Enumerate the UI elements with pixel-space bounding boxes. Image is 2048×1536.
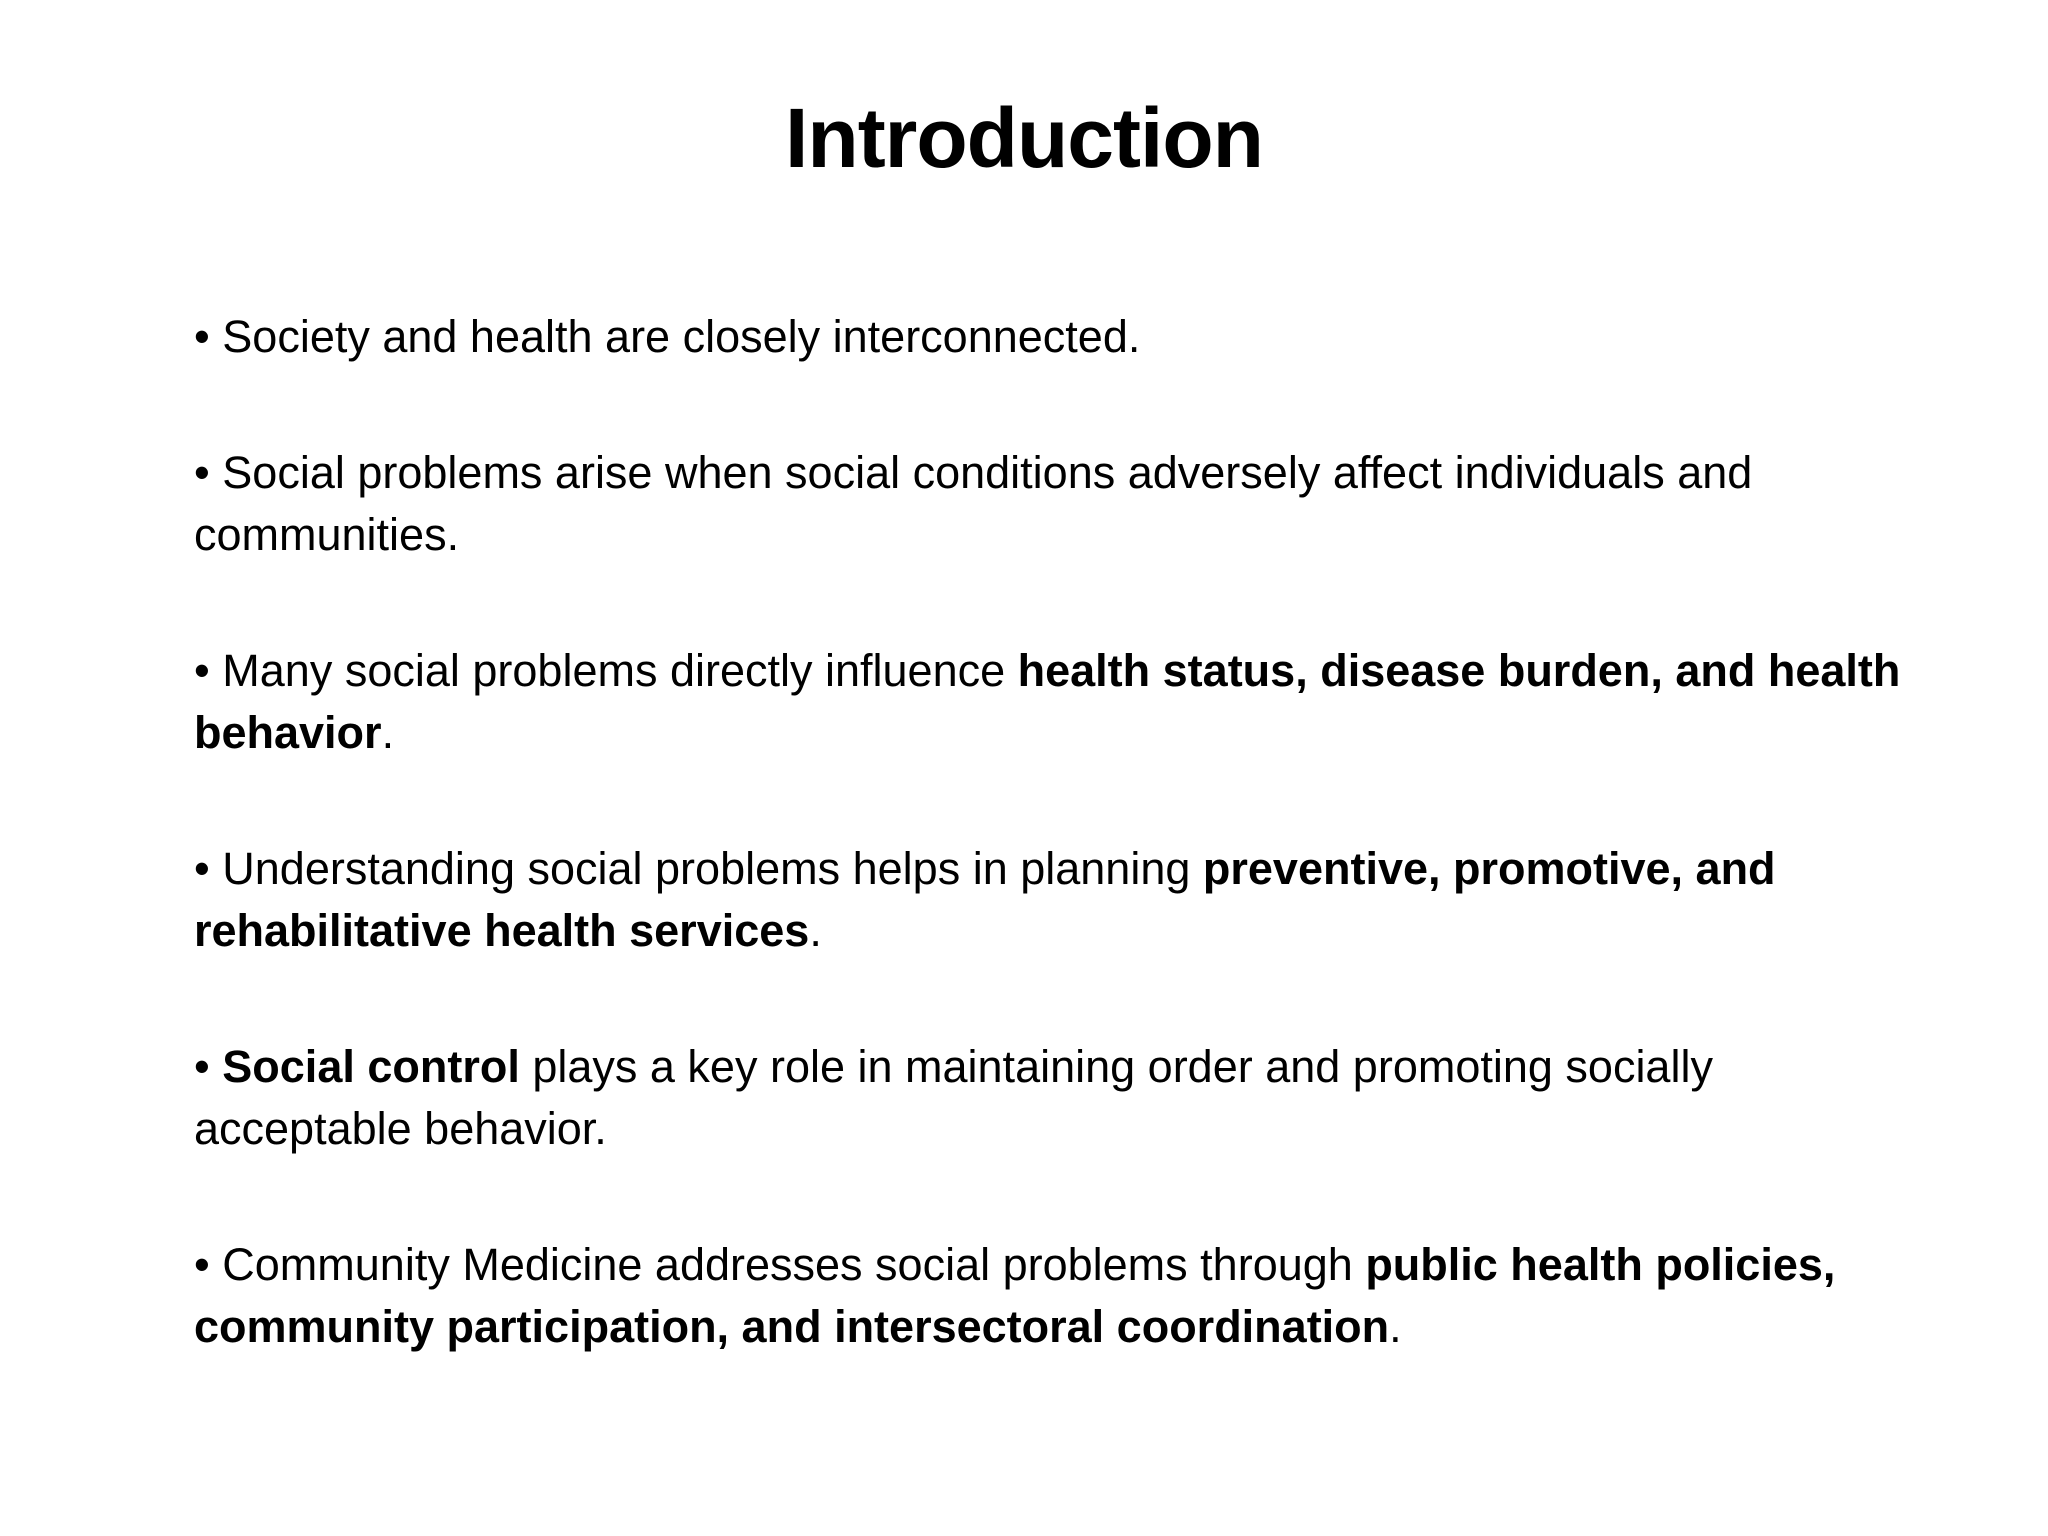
bullet-item-3	[194, 640, 1934, 764]
bullet-emphasis: preventive, promotive, and rehabilitative health services	[194, 843, 1776, 956]
bullet-item-6	[194, 1234, 1934, 1358]
bullet-tail: .	[381, 707, 395, 758]
slide-title: Introduction	[785, 91, 1263, 185]
bullet-emphasis: Social control	[222, 1041, 520, 1092]
bullet-marker: •	[194, 1239, 210, 1290]
bullet-list	[194, 306, 1934, 1432]
bullet-item-4	[194, 838, 1934, 962]
bullet-emphasis: public health policies, community participation, and intersectoral coordination	[194, 1239, 1836, 1352]
bullet-marker: •	[194, 447, 210, 498]
bullet-text: Many social problems directly influence	[222, 645, 1018, 696]
bullet-marker: •	[194, 1041, 210, 1092]
bullet-text: Social problems arise when social conditions adversely affect individuals and communities.	[194, 447, 1753, 560]
bullet-text: Understanding social problems helps in planning	[222, 843, 1203, 894]
bullet-tail: .	[1389, 1301, 1402, 1352]
bullet-marker: •	[194, 311, 210, 362]
bullet-text: plays a key role in maintaining order and promoting socially acceptable behavior.	[194, 1041, 1713, 1154]
bullet-tail: .	[809, 905, 822, 956]
bullet-emphasis: health status, disease burden, and health behavior	[194, 645, 1901, 758]
bullet-item-2	[194, 442, 1934, 566]
bullet-text: Society and health are closely interconnected.	[222, 311, 1141, 362]
bullet-item-1	[194, 306, 1934, 368]
bullet-marker: •	[194, 645, 210, 696]
bullet-item-5	[194, 1036, 1934, 1160]
bullet-text: Community Medicine addresses social problems through	[222, 1239, 1366, 1290]
bullet-marker: •	[194, 843, 210, 894]
